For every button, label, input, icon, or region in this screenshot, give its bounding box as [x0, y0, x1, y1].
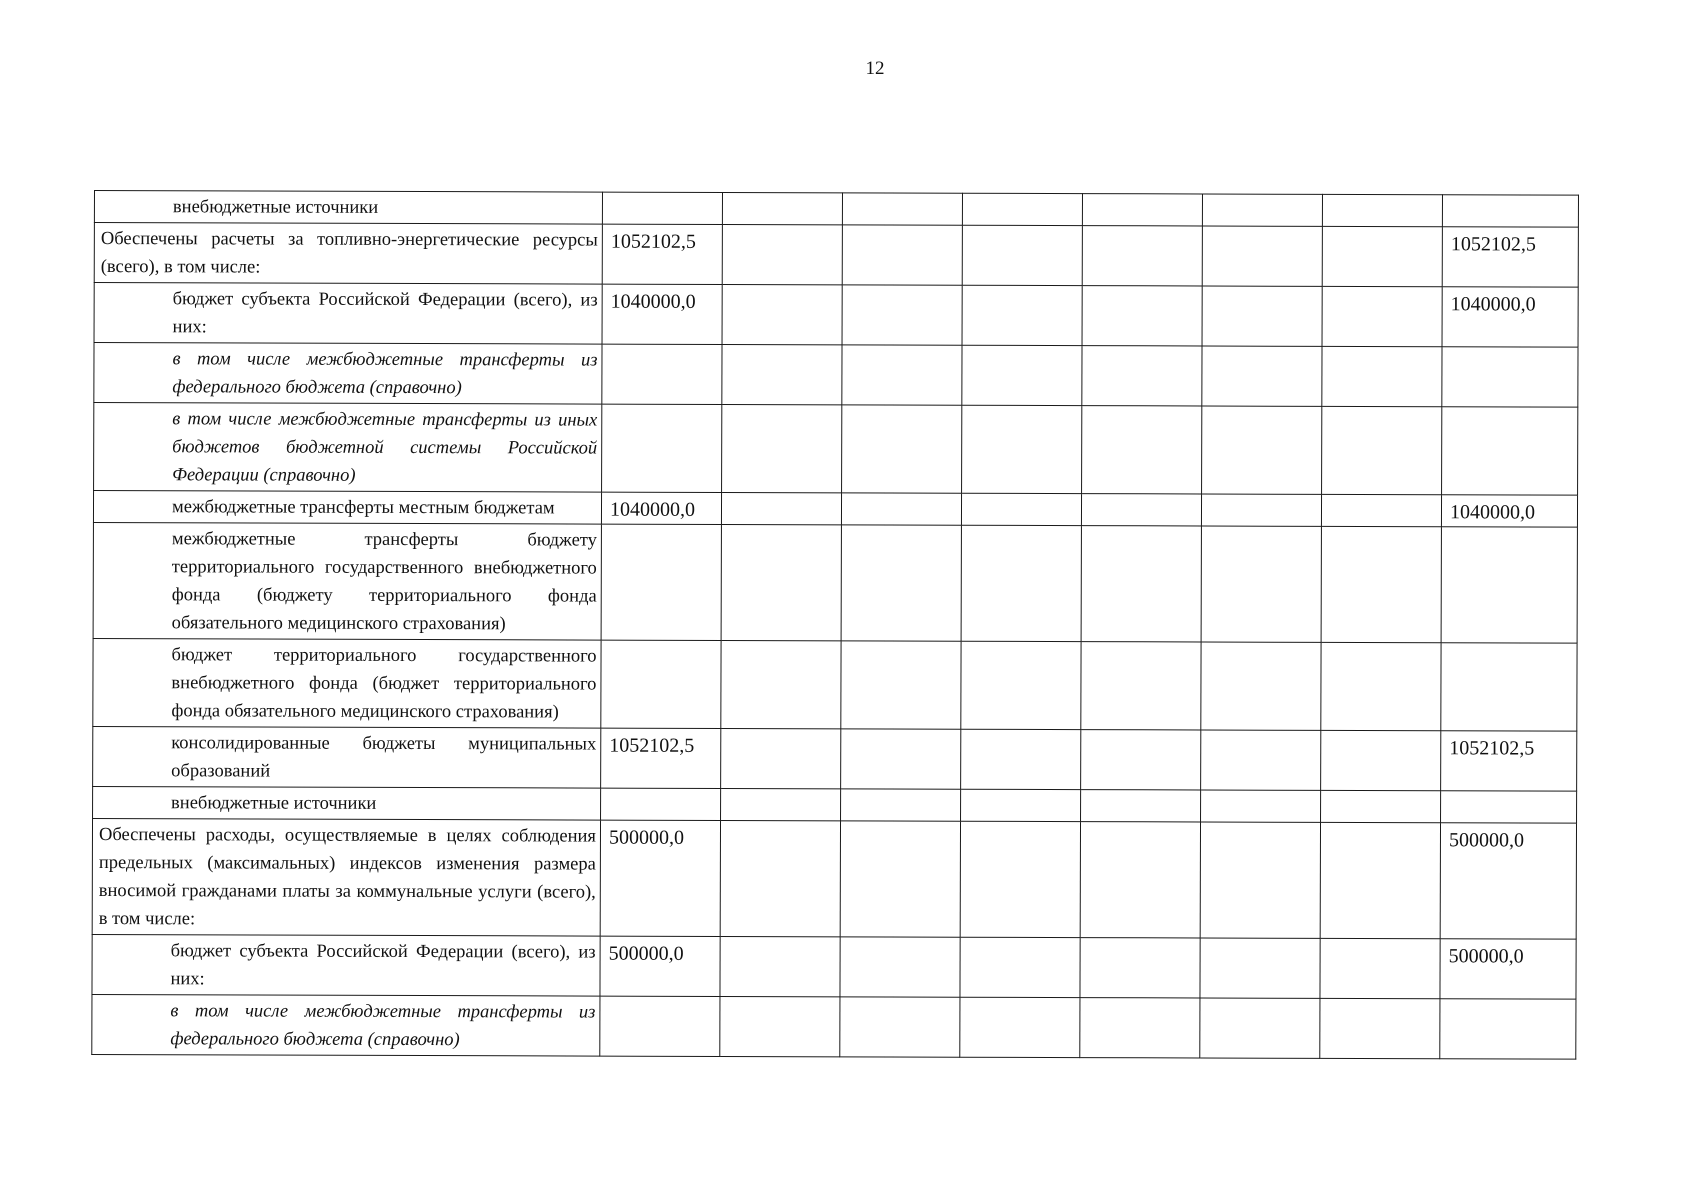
empty-cell — [721, 524, 841, 640]
table-row — [92, 994, 1576, 1059]
row-label: бюджет территориального государственного внебюджетного фонда (бюджет территориального фонда обязательного медицинского страхования) — [171, 645, 597, 723]
value-final-year — [1440, 999, 1576, 1059]
empty-cell — [722, 284, 842, 344]
empty-cell — [962, 405, 1082, 493]
empty-cell — [721, 728, 841, 788]
row-label-cell — [93, 522, 601, 640]
empty-cell — [962, 225, 1082, 285]
empty-cell — [960, 997, 1080, 1057]
value-final-year: 1040000,0 — [1442, 287, 1578, 347]
empty-cell — [722, 404, 842, 492]
value-total — [601, 788, 721, 820]
row-label-cell — [94, 283, 602, 345]
empty-cell — [720, 936, 840, 996]
empty-cell — [1202, 286, 1322, 346]
empty-cell — [722, 224, 842, 284]
empty-cell — [1081, 730, 1201, 790]
empty-cell — [1322, 226, 1442, 286]
value-final-year — [1441, 791, 1577, 823]
empty-cell — [842, 193, 962, 225]
table-row — [92, 818, 1576, 939]
value-total: 500000,0 — [600, 820, 720, 936]
empty-cell — [722, 344, 842, 404]
empty-cell — [1321, 790, 1441, 822]
empty-cell — [1081, 642, 1201, 730]
value-final-year: 1040000,0 — [1441, 495, 1577, 527]
value-total: 1040000,0 — [602, 284, 722, 344]
value-total: 1052102,5 — [602, 224, 722, 284]
empty-cell — [841, 493, 961, 525]
value-total: 1052102,5 — [601, 728, 721, 788]
row-label-cell — [92, 818, 600, 936]
empty-cell — [840, 821, 960, 937]
value-final-year: 500000,0 — [1440, 939, 1576, 999]
row-label: межбюджетные трансферты бюджету территориального государственного внебюджетного фонда (бюджету территориального фонда обязательного медицинского страхования) — [171, 529, 597, 635]
value-total — [600, 996, 720, 1056]
empty-cell — [1322, 194, 1442, 226]
row-label-cell — [94, 343, 602, 405]
table-row — [92, 934, 1576, 999]
empty-cell — [1200, 998, 1320, 1058]
empty-cell — [961, 525, 1081, 641]
empty-cell — [840, 997, 960, 1057]
empty-cell — [1322, 346, 1442, 406]
empty-cell — [960, 937, 1080, 997]
row-label: бюджет субъекта Российской Федерации (всего), из них: — [172, 289, 598, 338]
page-number: 12 — [865, 58, 885, 79]
table-row — [93, 491, 1577, 528]
empty-cell — [1082, 346, 1202, 406]
empty-cell — [1082, 226, 1202, 286]
table-row — [94, 343, 1578, 408]
empty-cell — [1201, 494, 1321, 526]
table-row — [94, 403, 1578, 496]
value-final-year: 1052102,5 — [1441, 731, 1577, 791]
empty-cell — [1201, 790, 1321, 822]
row-label-cell — [93, 786, 601, 820]
empty-cell — [1082, 286, 1202, 346]
empty-cell — [721, 640, 841, 728]
empty-cell — [962, 285, 1082, 345]
empty-cell — [1080, 938, 1200, 998]
empty-cell — [1200, 938, 1320, 998]
table-row — [93, 638, 1577, 731]
empty-cell — [1320, 822, 1440, 938]
empty-cell — [961, 493, 1081, 525]
row-label-cell — [94, 403, 602, 493]
row-label-cell — [92, 934, 600, 996]
budget-table-wrapper — [91, 190, 1578, 1060]
empty-cell — [842, 405, 962, 493]
empty-cell — [961, 789, 1081, 821]
empty-cell — [1082, 194, 1202, 226]
empty-cell — [960, 821, 1080, 937]
empty-cell — [1201, 642, 1321, 730]
value-final-year — [1442, 407, 1578, 495]
empty-cell — [961, 729, 1081, 789]
empty-cell — [1200, 822, 1320, 938]
empty-cell — [1202, 406, 1322, 494]
empty-cell — [840, 937, 960, 997]
value-total: 500000,0 — [600, 936, 720, 996]
empty-cell — [1321, 526, 1441, 642]
empty-cell — [1320, 938, 1440, 998]
empty-cell — [1202, 346, 1322, 406]
empty-cell — [1080, 998, 1200, 1058]
row-label-cell — [92, 994, 600, 1056]
value-total — [602, 344, 722, 404]
row-label: Обеспечены расходы, осуществляемые в целях соблюдения предельных (максимальных) индексов изменения размера вносимой гражданами платы за коммунальные услуги (всего), в том числе: — [98, 825, 597, 930]
empty-cell — [720, 996, 840, 1056]
table-row — [94, 191, 1578, 228]
table-row — [93, 522, 1577, 643]
row-label-cell — [94, 223, 602, 285]
value-final-year: 500000,0 — [1440, 823, 1576, 939]
row-label: в том числе межбюджетные трансферты из федерального бюджета (справочно) — [172, 349, 598, 399]
row-label: внебюджетные источники — [171, 793, 377, 814]
table-row — [93, 726, 1577, 791]
row-label: Обеспечены расчеты за топливно-энергетические ресурсы (всего), в том числе: — [100, 229, 598, 278]
table-row — [93, 786, 1577, 823]
row-label-cell — [93, 491, 601, 525]
value-final-year: 1052102,5 — [1442, 227, 1578, 287]
value-final-year — [1442, 347, 1578, 407]
empty-cell — [1202, 226, 1322, 286]
empty-cell — [842, 285, 962, 345]
empty-cell — [1202, 194, 1322, 226]
empty-cell — [961, 641, 1081, 729]
empty-cell — [721, 492, 841, 524]
row-label: консолидированные бюджеты муниципальных образований — [171, 733, 597, 782]
value-final-year — [1441, 527, 1577, 643]
value-total — [602, 192, 722, 224]
empty-cell — [842, 345, 962, 405]
row-label: в том числе межбюджетные трансферты из иных бюджетов бюджетной системы Российской Федерации (справочно) — [172, 409, 598, 486]
value-total — [602, 404, 722, 492]
empty-cell — [962, 193, 1082, 225]
row-label: бюджет субъекта Российской Федерации (всего), из них: — [170, 941, 596, 990]
empty-cell — [962, 345, 1082, 405]
value-final-year — [1442, 195, 1578, 227]
empty-cell — [1080, 822, 1200, 938]
value-total — [601, 640, 721, 728]
value-total — [601, 524, 721, 640]
empty-cell — [1321, 642, 1441, 730]
row-label-cell — [93, 726, 601, 788]
empty-cell — [1201, 730, 1321, 790]
row-label: внебюджетные источники — [172, 197, 379, 218]
empty-cell — [721, 788, 841, 820]
table-body — [92, 191, 1579, 1060]
empty-cell — [720, 820, 840, 936]
empty-cell — [1082, 406, 1202, 494]
empty-cell — [1322, 406, 1442, 494]
empty-cell — [841, 789, 961, 821]
table-row — [94, 223, 1578, 288]
empty-cell — [841, 525, 961, 641]
empty-cell — [1081, 494, 1201, 526]
row-label: в том числе межбюджетные трансферты из федерального бюджета (справочно) — [170, 1001, 596, 1051]
empty-cell — [1201, 526, 1321, 642]
row-label-cell — [94, 191, 602, 225]
empty-cell — [841, 729, 961, 789]
value-total: 1040000,0 — [601, 492, 721, 524]
empty-cell — [1081, 526, 1201, 642]
empty-cell — [1321, 730, 1441, 790]
empty-cell — [722, 192, 842, 224]
table-row — [94, 283, 1578, 348]
empty-cell — [1081, 790, 1201, 822]
empty-cell — [1322, 286, 1442, 346]
budget-table — [91, 190, 1579, 1060]
empty-cell — [842, 225, 962, 285]
empty-cell — [1320, 998, 1440, 1058]
value-final-year — [1441, 643, 1577, 731]
empty-cell — [841, 641, 961, 729]
row-label-cell — [93, 638, 601, 728]
row-label: межбюджетные трансферты местным бюджетам — [171, 497, 555, 519]
empty-cell — [1321, 494, 1441, 526]
